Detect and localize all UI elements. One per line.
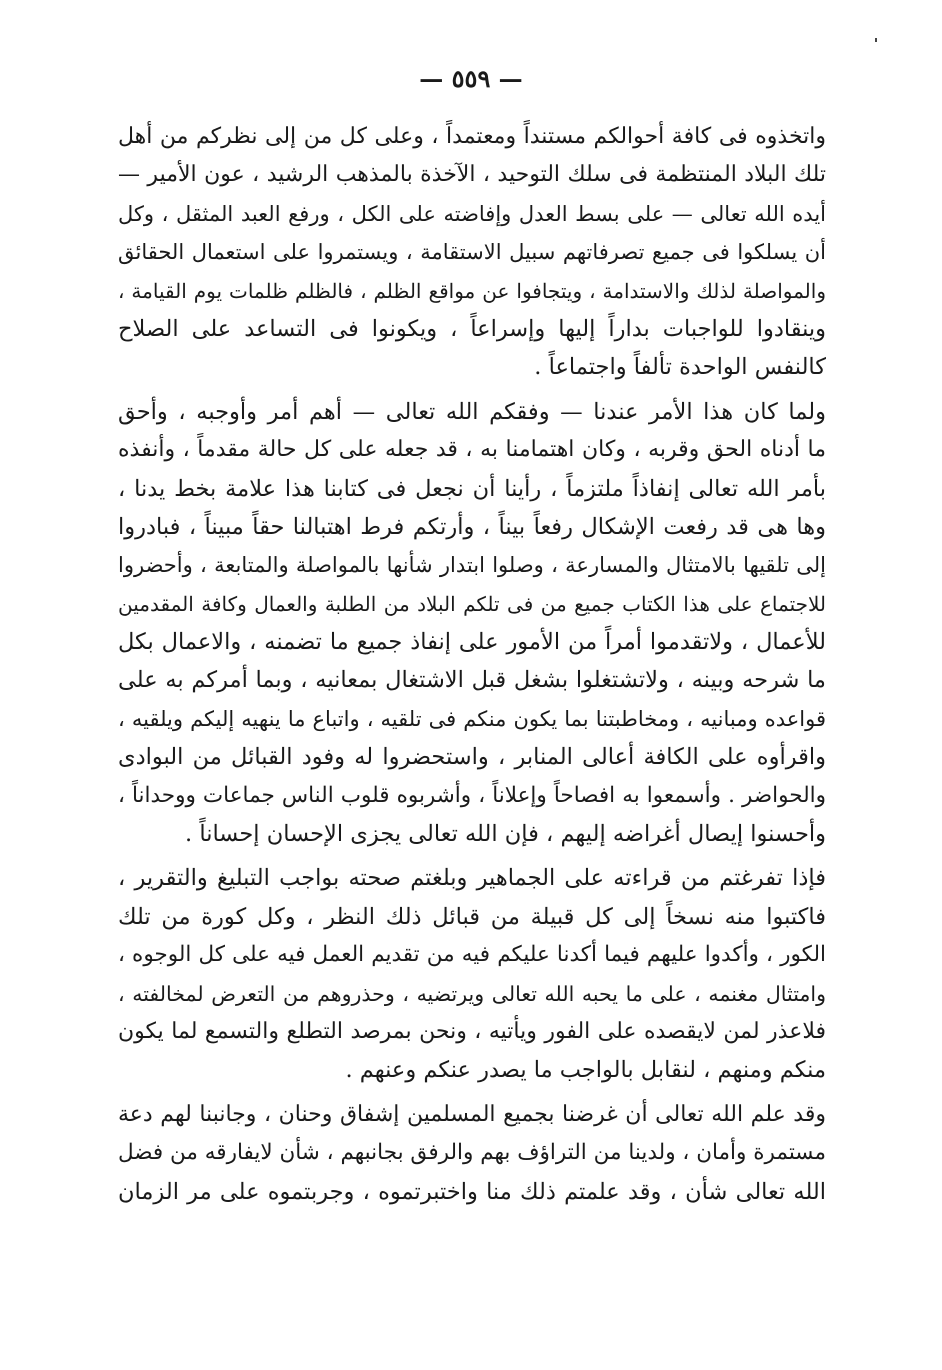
text-line: إلى تلقيها بالامتثال والمسارعة ، وصلوا ابتدار شأنها بالمواصلة والمتابعة ، وأحضروا — [118, 553, 826, 578]
text-line: فإذا تفرغتم من قراءته على الجماهير وبلغتم صحته بواجب التبليغ والتقرير ، — [118, 865, 826, 892]
paragraph-3 — [118, 859, 826, 1089]
paragraph-2 — [118, 393, 826, 854]
text-line: وقد علم الله تعالى أن غرضنا بجميع المسلمين إشفاق وحنان ، وجانبنا لهم دعة — [118, 1101, 826, 1127]
text-line: واقرأوه على الكافة أعالى المنابر ، واستحضروا له وفود القبائل من البوادى — [118, 744, 826, 771]
text-line: ولما كان هذا الأمر عندنا — وفقكم الله تعالى — أهم أمر وأوجبه ، وأحق — [118, 398, 826, 425]
text-line: مستمرة وأمان ، ولدينا من التراؤف بهم والرفق بجانبهم ، شأن لايفارقه من فضل — [118, 1140, 826, 1166]
text-line: منكم ومنهم ، لنقابل بالواجب ما يصدر عنكم وعنهم . — [345, 1057, 826, 1084]
text-line: وينقادوا للواجبات بداراً إليها وإسراعاً ، ويكونوا فى التساعد على الصلاح — [118, 315, 826, 342]
text-line: واتخذوه فى كافة أحوالكم مستنداً ومعتمداً ، وعلى كل من إلى نظركم من أهل — [118, 124, 826, 149]
text-line: أيده الله تعالى — على بسط العدل وإفاضته على الكل ، ورفع العبد المثقل ، وكل — [118, 201, 826, 226]
scan-speck — [875, 38, 877, 42]
page-number: — ٥٥٩ — — [419, 64, 523, 93]
paragraph-4 — [118, 1096, 826, 1211]
text-line: وأحسنوا إيصال أغراضه إليهم ، فإن الله تعالى يجزى الإحسان إحساناً . — [185, 821, 826, 848]
text-line: فلاعذر لمن لايقصده على الفور ويأتيه ، ونحن بمرصد التطلع والتسمع لما يكون — [118, 1018, 826, 1044]
text-line: بأمر الله تعالى إنفاذاً ملتزماً ، رأينا أن نجعل فى كتابنا هذا علامة بخط يدنا ، — [118, 475, 826, 502]
paragraph-1 — [118, 118, 826, 387]
text-line: والمواصلة لذلك والاستدامة ، ويتجافوا عن مواقع الظلم ، فالظلم ظلمات يوم القيامة ، — [118, 278, 826, 303]
text-line: ما شرحه وبينه ، ولاتشتغلوا بشغل قبل الاشتغال بمعانيه ، وبما أمركم به على — [118, 667, 826, 694]
text-line: ما أدناه الحق وقربه ، وكان اهتمامنا به ، قد جعله على كل حالة مقدماً ، وأنفذه — [118, 437, 826, 463]
text-line: للأعمال ، ولاتقدموا أمراً من الأمور على إنفاذ جميع ما تضمنه ، والاعمال بكل — [118, 629, 826, 656]
text-line: قواعده ومبانيه ، ومخاطبتنا بما يكون منكم فى تلقيه ، واتباع ما ينهيه إليكم ويلقيه ، — [118, 706, 826, 731]
text-line: للاجتماع على هذا الكتاب جميع من فى تلكم البلاد من الطلبة والعمال وكافة المقدمين — [118, 591, 826, 616]
text-line: وها هى قد رفعت الإشكال رفعاً بيناً ، وأرتكم فرط اهتبالنا حقاً مبيناً ، فبادروا — [118, 513, 826, 540]
body-text — [118, 118, 826, 1211]
text-line: الله تعالى شأن ، وقد علمتم ذلك منا واختبرتموه ، وجربتموه على مر الزمان — [118, 1178, 826, 1205]
text-line: فاكتبوا منه نسخاً إلى كل قبيلة من قبائل ذلك النظر ، وكل كورة من تلك — [118, 903, 826, 930]
text-line: تلك البلاد المنتظمة فى سلك التوحيد ، الآخذة بالمذهب الرشيد ، عون الأمير — — [118, 162, 826, 188]
text-line: الكور ، وأكدوا عليهم فيما أكدنا عليكم فيه من تقديم العمل فيه على كل الوجوه ، — [118, 942, 826, 968]
text-line: وامتثال مغنمه ، على ما يحبه الله تعالى ويرتضيه ، وحذروهم من التعرض لمخالفته ، — [118, 981, 826, 1006]
text-line: كالنفس الواحدة تألفاً واجتماعاً . — [534, 354, 826, 381]
text-line: أن يسلكوا فى جميع تصرفاتهم سبيل الاستقامة ، ويستمروا على استعمال الحقائق — [118, 240, 826, 265]
text-line: والحواضر . وأسمعوا به افصاحاً وإعلاناً ، وأشربوه قلوب الناس جماعات ووحداناً ، — [118, 782, 826, 808]
